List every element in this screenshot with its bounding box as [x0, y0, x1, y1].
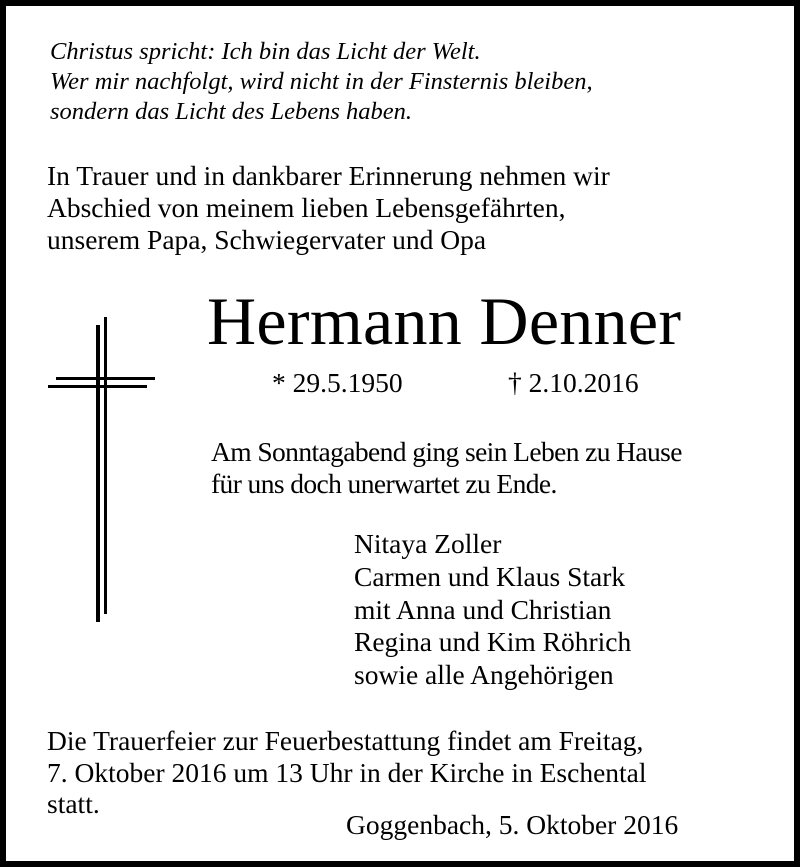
mourner: sowie alle Angehörigen: [354, 659, 614, 690]
funeral-line: 7. Oktober 2016 um 13 Uhr in der Kirche in Eschental: [47, 757, 647, 788]
verse-line: Christus spricht: Ich bin das Licht der Welt.: [50, 38, 481, 65]
place-date: Goggenbach, 5. Oktober 2016: [346, 809, 679, 840]
deceased-name: Hermann Denner: [207, 283, 682, 359]
mourner: mit Anna und Christian: [354, 594, 612, 625]
mourner: Nitaya Zoller: [354, 528, 502, 559]
message-line: für uns doch unerwartet zu Ende.: [211, 468, 557, 499]
death-date: † 2.10.2016: [508, 367, 639, 398]
funeral-line: Die Trauerfeier zur Feuerbestattung findet am Freitag,: [47, 725, 644, 756]
birth-date: * 29.5.1950: [272, 367, 403, 398]
message-line: Am Sonntagabend ging sein Leben zu Hause: [211, 436, 682, 467]
verse-line: sondern das Licht des Lebens haben.: [50, 98, 413, 125]
mourner: Carmen und Klaus Stark: [354, 561, 626, 592]
mourner: Regina und Kim Röhrich: [354, 626, 632, 657]
intro-line: unserem Papa, Schwiegervater und Opa: [47, 224, 487, 255]
verse-line: Wer mir nachfolgt, wird nicht in der Finsternis bleiben,: [50, 68, 593, 95]
intro-line: Abschied von meinem lieben Lebensgefährten,: [47, 192, 566, 223]
intro-line: In Trauer und in dankbarer Erinnerung nehmen wir: [47, 160, 610, 191]
funeral-line: statt.: [47, 788, 100, 819]
